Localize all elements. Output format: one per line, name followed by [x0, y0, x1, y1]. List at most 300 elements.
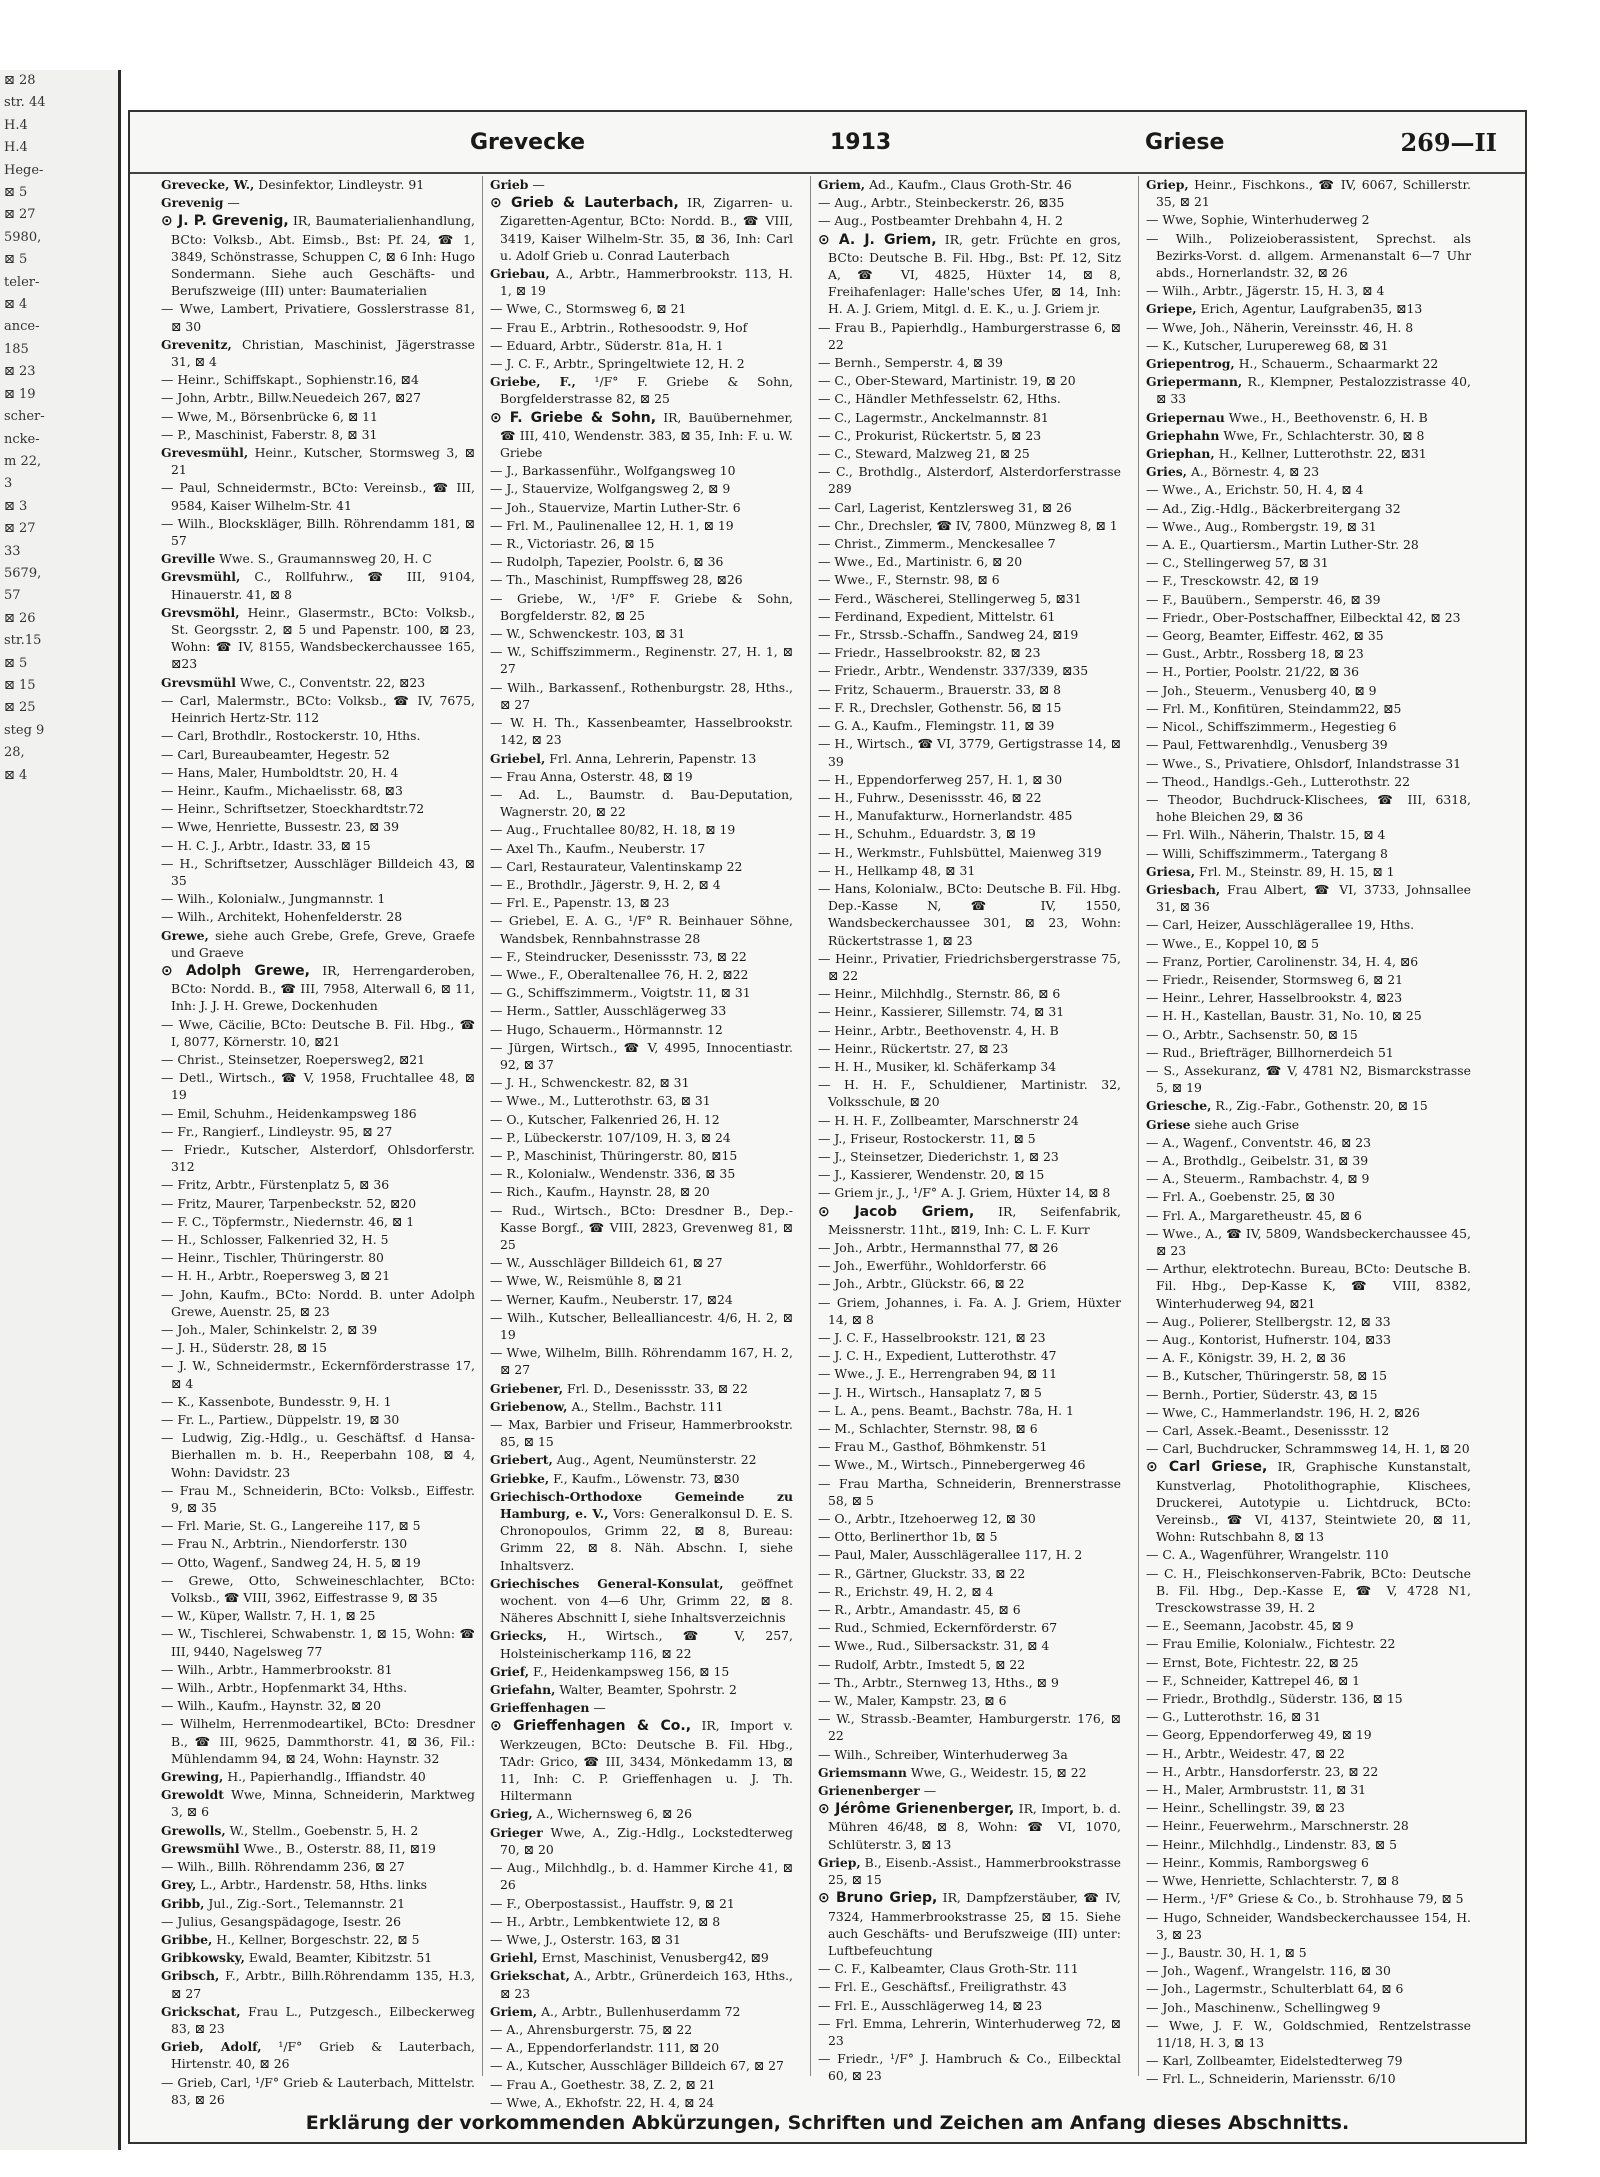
directory-entry [161, 1321, 475, 1338]
edge-fragment: H.4 [4, 117, 28, 133]
entry-details: — H. H., Musiker, kl. Schäferkamp 34 [818, 1058, 1057, 1074]
directory-entry [490, 1202, 793, 1254]
directory-entry [1146, 427, 1471, 444]
directory-entry [161, 1051, 475, 1068]
entry-details: — Grieb, Carl, ¹/F° Grieb & Lauterbach, Mittelstr. 83, ⊠ 26 [161, 2074, 475, 2107]
directory-entry [490, 1575, 793, 1627]
directory-entry [161, 336, 475, 370]
directory-entry [161, 1840, 475, 1857]
directory-entry [818, 571, 1121, 588]
directory-entry [161, 1786, 475, 1820]
entry-details: — John, Kaufm., BCto: Nordd. B. unter Adolph Grewe, Auenstr. 25, ⊠ 23 [161, 1286, 475, 1319]
directory-entry [490, 1291, 793, 1308]
entry-details: — R., Victoriastr. 26, ⊠ 15 [490, 536, 655, 552]
entry-details: — Axel Th., Kaufm., Neuberstr. 17 [490, 840, 706, 856]
entry-details: — Otto, Berlinerthor 1b, ⊠ 5 [818, 1529, 998, 1545]
entry-details: F., Kaufm., Löwenstr. 73, ⊠30 [553, 1470, 740, 1486]
entry-details: — Joh., Maler, Schinkelstr. 2, ⊠ 39 [161, 1322, 378, 1337]
directory-entry [490, 1824, 793, 1858]
directory-entry [161, 727, 475, 744]
entry-name: Grieg, [490, 1806, 533, 1822]
entry-details: R., Zig.-Fabr., Gothenstr. 20, ⊠ 15 [1215, 1098, 1428, 1114]
directory-entry [490, 409, 793, 462]
entry-details: — Wwe, Henriette, Schlachterstr. 7, ⊠ 8 [1146, 1873, 1400, 1889]
entry-details: — Heinr., Milchhdlg., Sternstr. 86, ⊠ 6 [818, 986, 1061, 1002]
directory-entry [818, 1475, 1121, 1509]
entry-details: — Heinr., Kassierer, Sillemstr. 74, ⊠ 31 [818, 1004, 1065, 1020]
directory-entry [490, 643, 793, 677]
entry-name: Griechisch-Orthodoxe Gemeinde zu Hamburg, e. V., [490, 1488, 793, 1522]
directory-entry [818, 1402, 1121, 1419]
directory-entry [818, 1674, 1121, 1691]
directory-entry [490, 912, 793, 946]
directory-entry [818, 1656, 1121, 1673]
directory-entry [490, 858, 793, 875]
directory-entry [161, 1949, 475, 1966]
directory-entry [1146, 554, 1471, 571]
directory-entry [818, 825, 1121, 842]
directory-entry [818, 1710, 1121, 1744]
entry-details: — J., Barkassenführ., Wolfgangsweg 10 [490, 463, 736, 479]
directory-entry [161, 515, 475, 549]
directory-entry [1146, 2070, 1471, 2087]
directory-entry [161, 444, 475, 478]
directory-entry [490, 1717, 793, 1804]
entry-details: — Christ., Steinsetzer, Roepersweg2, ⊠21 [161, 1051, 425, 1067]
entry-details: — Rud., Schmied, Eckernförderstr. 67 [818, 1620, 1058, 1636]
entry-details: — Carl, Restaurateur, Valentinskamp 22 [490, 858, 743, 874]
entry-details: — Wwe, Cäcilie, BCto: Deutsche B. Fil. Hbg., ☎ I, 8077, Körnerstr. 10, ⊠21 [161, 1016, 475, 1049]
entry-details: IR, Bauübernehmer, ☎ III, 410, Wendenstr. 383, ⊠ 35, Inh: F. u. W. Griebe [500, 409, 793, 461]
directory-entry [161, 604, 475, 673]
entry-details: — G. A., Kaufm., Flemingstr. 11, ⊠ 39 [818, 718, 1055, 734]
entry-details: — F., Oberpostassist., Hauffstr. 9, ⊠ 21 [490, 1895, 735, 1911]
entry-details: — J. C. F., Hasselbrookstr. 121, ⊠ 23 [818, 1330, 1046, 1345]
entry-details: — Wwe, Henriette, Bussestr. 23, ⊠ 39 [161, 819, 400, 835]
directory-entry [1146, 518, 1471, 535]
directory-entry [818, 1978, 1121, 1995]
column-2 [482, 176, 800, 2110]
entry-details: R., Klempner, Pestalozzistrasse 40, ⊠ 33 [1156, 374, 1471, 407]
directory-entry [161, 1141, 475, 1175]
entry-details: Vors: Generalkonsul D. E. S. Chronopoulos, Grimm 22, ⊠ 8, Bureau: Grimm 22, ⊠ 8. Näh. Abschn. I, siehe Inhaltsverz. [500, 1506, 793, 1573]
edge-fragment: ⊠ 19 [4, 386, 36, 402]
directory-entry [818, 1601, 1121, 1618]
entry-details: — Wilh., Kutscher, Bellealliancestr. 4/6, H. 2, ⊠ 19 [490, 1309, 793, 1342]
entry-details: — Aug., Fruchtallee 80/82, H. 18, ⊠ 19 [490, 822, 736, 838]
directory-entry [818, 717, 1121, 734]
entry-details: — Wilh., Arbtr., Hopfenmarkt 34, Hths. [161, 1680, 408, 1696]
directory-entry [818, 1619, 1121, 1636]
directory-entry [161, 1482, 475, 1516]
directory-entry [490, 1470, 793, 1487]
entry-details: Wwe., H., Beethovenstr. 6, H. B [1228, 409, 1428, 425]
entry-details: — Frau M., Schneiderin, BCto: Volksb., Eiffestr. 9, ⊠ 35 [161, 1482, 475, 1516]
directory-entry [1146, 1386, 1471, 1403]
directory-entry [161, 800, 475, 817]
directory-entry [818, 1997, 1121, 2014]
directory-entry [818, 699, 1121, 716]
column-3 [810, 176, 1128, 2084]
directory-entry [161, 1339, 475, 1356]
entry-details: — Carl, Heizer, Ausschlägerallee 19, Hths. [1146, 917, 1415, 933]
directory-entry [1146, 1026, 1471, 1043]
edge-fragment: ⊠ 27 [4, 207, 36, 223]
directory-entry [1146, 355, 1471, 372]
entry-details: — H. H. F., Zollbeamter, Marschnerstr 24 [818, 1112, 1079, 1128]
entry-details: — H., Eppendorferweg 257, H. 1, ⊠ 30 [818, 771, 1063, 787]
directory-entry [490, 1021, 793, 1038]
directory-entry [818, 1058, 1121, 1075]
entry-details: — F. C., Töpfermstr., Niedernstr. 46, ⊠ 1 [161, 1213, 415, 1229]
entry-details: — Wwe., M., Lutterothstr. 63, ⊠ 31 [490, 1093, 711, 1109]
entry-details: geöffnet wochent. von 4—6 Uhr, Grimm 22, ⊠ 8. Näheres Abschnitt I, siehe Inhaltsverzeichnis [500, 1575, 793, 1626]
entry-name: Griekschat, [490, 1968, 570, 1984]
entry-details: — M., Schlachter, Sternstr. 98, ⊠ 6 [818, 1421, 1038, 1437]
directory-entry [161, 1411, 475, 1428]
entry-name: Griem, [490, 2003, 538, 2019]
directory-entry [1146, 1708, 1471, 1725]
entry-details: — A., Wagenf., Conventstr. 46, ⊠ 23 [1146, 1134, 1372, 1150]
edge-fragment: H.4 [4, 140, 28, 156]
directory-entry [161, 782, 475, 799]
directory-entry [490, 480, 793, 497]
entry-details: ¹/F° F. Griebe & Sohn, Borgfelderstrasse 82, ⊠ 25 [500, 374, 793, 407]
entry-details: — H., Schuhm., Eduardstr. 3, ⊠ 19 [818, 826, 1036, 842]
directory-entry [161, 194, 475, 211]
directory-entry [1146, 1999, 1471, 2016]
directory-entry [490, 319, 793, 336]
entry-details: — Heinr., Lehrer, Hasselbrookstr. 4, ⊠23 [1146, 990, 1403, 1006]
directory-entry [818, 1420, 1121, 1437]
directory-entry [161, 674, 475, 691]
directory-entry [161, 1069, 475, 1103]
directory-entry [490, 1002, 793, 1019]
directory-entry [818, 735, 1121, 769]
directory-entry [161, 1715, 475, 1767]
entry-name: Grewoldt [161, 1787, 225, 1803]
directory-entry [818, 390, 1121, 407]
entry-name: Griebener, [490, 1380, 564, 1396]
edge-fragment: 3 [4, 476, 13, 492]
entry-details: — Joh., Steuerm., Venusberg 40, ⊠ 9 [1146, 682, 1377, 698]
directory-entry [818, 985, 1121, 1002]
directory-entry [818, 880, 1121, 949]
entry-details: — Chr., Drechsler, ☎ IV, 7800, Münzweg 8, ⊠ 1 [818, 517, 1118, 533]
entry-details: — Fritz, Arbtr., Fürstenplatz 5, ⊠ 36 [161, 1177, 390, 1193]
directory-entry [490, 2094, 793, 2111]
directory-entry [818, 517, 1121, 534]
entry-details: IR, Import, b. d. Mühren 46/48, ⊠ 8, Wohn: ☎ VI, 1070, Schlüterstr. 3, ⊠ 13 [828, 1801, 1121, 1852]
entry-details: — P., Lübeckerstr. 107/109, H. 3, ⊠ 24 [490, 1129, 731, 1145]
entry-details: — J. H., Schwenckestr. 82, ⊠ 31 [490, 1075, 690, 1091]
entry-details: — Frl. M., Paulinenallee 12, H. 1, ⊠ 19 [490, 517, 734, 533]
entry-name: Grevesmühl, [161, 445, 249, 461]
directory-entry [490, 1913, 793, 1930]
entry-details: H., Kellner, Borgeschstr. 22, ⊠ 5 [216, 1931, 420, 1947]
entry-details: H., Schauerm., Schaarmarkt 22 [1238, 356, 1439, 372]
directory-entry [818, 1746, 1121, 1763]
directory-entry [818, 445, 1121, 462]
entry-details: Ewald, Beamter, Kibitzstr. 51 [248, 1950, 433, 1966]
entry-details: — Friedr., Reisender, Stormsweg 6, ⊠ 21 [1146, 971, 1404, 987]
entry-details: F., Heidenkampsweg 156, ⊠ 15 [533, 1663, 730, 1679]
directory-entry [490, 535, 793, 552]
entry-details: Frl. M., Steinstr. 89, H. 15, ⊠ 1 [1198, 863, 1395, 879]
entry-details: — L. A., pens. Beamt., Bachstr. 78a, H. 1 [818, 1402, 1074, 1418]
directory-entry [1146, 682, 1471, 699]
entry-details: — Karl, Zollbeamter, Eidelstedterweg 79 [1146, 2053, 1403, 2069]
directory-entry [1146, 409, 1471, 426]
directory-entry [161, 1429, 475, 1481]
directory-entry [818, 1800, 1121, 1853]
entry-details: — Rud., Wirtsch., BCto: Dresdner B., Dep.-Kasse Borgf., ☎ VIII, 2823, Grevenweg 81, ⊠ 25 [490, 1202, 793, 1252]
entry-details: — Griebel, E. A. G., ¹/F° R. Beinhauer Söhne, Wandsbek, Rennbahnstrasse 28 [490, 913, 793, 946]
entry-details: — J., Baustr. 30, H. 1, ⊠ 5 [1146, 1944, 1307, 1960]
entry-details: — R., Gärtner, Gluckstr. 33, ⊠ 22 [818, 1565, 1026, 1581]
entry-name: Griep, [1146, 177, 1189, 192]
directory-entry [1146, 1763, 1471, 1780]
directory-entry [490, 1183, 793, 1200]
directory-entry [490, 1380, 793, 1397]
entry-details: — Heinr., Schriftsetzer, Stoeckhardtstr.72 [161, 801, 425, 817]
directory-entry [818, 1365, 1121, 1382]
entry-details: — Wwe., Aug., Rombergstr. 19, ⊠ 31 [1146, 518, 1377, 534]
directory-entry [1146, 1980, 1471, 1997]
entry-details: — Wilhelm, Herrenmodeartikel, BCto: Dresdner B., ☎ III, 9625, Dammthorstr. 41, ⊠ 36, Fil.: Mühlendamm 94, ⊠ 24, Wohn: Haynstr. 32 [161, 1716, 475, 1766]
entry-details: — R., Erichstr. 49, H. 2, ⊠ 4 [818, 1583, 994, 1599]
directory-entry [490, 1949, 793, 1966]
directory-entry [490, 1039, 793, 1073]
entry-details: IR, Dampfzerstäuber, ☎ IV, 7324, Hammerbrookstrasse 25, ⊠ 15. Siehe auch Geschäfts- und Berufszweige (III) unter: Luftbefeuchtung [828, 1890, 1121, 1958]
directory-entry [1146, 1404, 1471, 1421]
entry-details: — Wilh., Arbtr., Hammerbrookstr. 81 [161, 1661, 393, 1677]
directory-entry [490, 1074, 793, 1091]
directory-entry [490, 1805, 793, 1822]
entry-details: — Frl. E., Geschäftsf., Freiligrathstr. 43 [818, 1979, 1067, 1995]
entry-details: — Frau Anna, Osterstr. 48, ⊠ 19 [490, 768, 693, 784]
entry-details: — Wwe, C., Hammerlandstr. 196, H. 2, ⊠26 [1146, 1404, 1420, 1420]
entry-details: — Paul, Schneidermstr., BCto: Vereinsb., ☎ III, 9584, Kaiser Wilhelm-Str. 41 [161, 480, 475, 513]
edge-fragment: 28, [4, 745, 25, 761]
entry-details: — [532, 177, 545, 192]
entry-details: — C., Brothdlg., Alsterdorf, Alsterdorferstrasse 289 [818, 464, 1121, 497]
entry-details: — Joh., Ewerführ., Wohldorferstr. 66 [818, 1258, 1047, 1274]
directory-entry [490, 840, 793, 857]
entry-details: — F., Steindrucker, Desenissstr. 73, ⊠ 22 [490, 948, 747, 964]
directory-entry [1146, 1654, 1471, 1671]
entry-details: — Herm., ¹/F° Griese & Co., b. Strohhause 79, ⊠ 5 [1146, 1891, 1464, 1907]
entry-name: Griephan, [1146, 446, 1215, 462]
directory-entry [818, 1510, 1121, 1527]
directory-entry [161, 855, 475, 889]
directory-entry [161, 1267, 475, 1284]
entry-details: H., Kellner, Lutterothstr. 22, ⊠31 [1218, 446, 1427, 462]
entry-details: — Friedr., Ober-Postschaffner, Eilbecktal 42, ⊠ 23 [1146, 609, 1461, 625]
directory-entry [818, 1112, 1121, 1129]
directory-entry [490, 553, 793, 570]
directory-entry [1146, 1726, 1471, 1743]
directory-entry [1146, 826, 1471, 843]
edge-fragment: scher- [4, 409, 45, 425]
entry-details: — Theodor, Buchdruck-Klischees, ☎ III, 6318, hohe Bleichen 29, ⊠ 36 [1146, 791, 1471, 825]
directory-entry [1146, 1909, 1471, 1943]
entry-name: Griebe, F., [490, 374, 576, 390]
entry-details: — Wwe, M., Börsenbrücke 6, ⊠ 11 [161, 408, 378, 424]
entry-details: — W., Küper, Wallstr. 7, H. 1, ⊠ 25 [161, 1608, 376, 1624]
entry-details: — Max, Barbier und Friseur, Hammerbrookstr. 85, ⊠ 15 [490, 1417, 793, 1450]
directory-entry [161, 1393, 475, 1410]
directory-entry [161, 764, 475, 781]
directory-entry [490, 1398, 793, 1415]
entry-details: — K., Kutscher, Lurupereweg 68, ⊠ 31 [1146, 337, 1389, 353]
entry-name: Griebau, [490, 266, 550, 282]
entry-details: Wwe, Minna, Schneiderin, Marktweg 3, ⊠ 6 [171, 1787, 475, 1820]
column-1 [154, 176, 482, 2107]
entry-details: — Ad. L., Baumstr. d. Bau-Deputation, Wagnerstr. 20, ⊠ 22 [490, 786, 793, 820]
entry-details: Frl. D., Desenissstr. 33, ⊠ 22 [567, 1380, 748, 1396]
entry-details: — Frl. E., Ausschlägerweg 14, ⊠ 23 [818, 1997, 1043, 2013]
directory-entry [490, 1663, 793, 1680]
entry-details: — J. H., Wirtsch., Hansaplatz 7, ⊠ 5 [818, 1384, 1042, 1400]
directory-entry [1146, 176, 1471, 210]
directory-entry [161, 692, 475, 726]
directory-entry [161, 1517, 475, 1534]
entry-details: — Wilh., Arbtr., Jägerstr. 15, H. 3, ⊠ 4 [1146, 283, 1385, 299]
entry-details: — H., Werkmstr., Fuhlsbüttel, Maienweg 319 [818, 844, 1102, 860]
entry-name: Griebert, [490, 1452, 553, 1468]
directory-entry [161, 1858, 475, 1875]
entry-name: Gribb, [161, 1895, 205, 1911]
entry-details: — Hugo, Schneider, Wandsbeckerchaussee 154, H. 3, ⊠ 23 [1146, 1909, 1471, 1942]
entry-details: Aug., Agent, Neumünsterstr. 22 [556, 1452, 757, 1468]
directory-entry [161, 300, 475, 334]
entry-details: — Wwe, Sophie, Winterhuderweg 2 [1146, 212, 1370, 228]
entry-name: Grewing, [161, 1769, 224, 1785]
entry-details: B., Eisenb.-Assist., Hammerbrookstrasse 25, ⊠ 15 [828, 1854, 1122, 1888]
entry-details: A., Arbtr., Hammerbrookstr. 113, H. 1, ⊠ 19 [500, 266, 793, 299]
directory-entry [490, 1681, 793, 1698]
entry-details: — Fr., Strssb.-Schaffn., Sandweg 24, ⊠19 [818, 627, 1079, 643]
entry-details: — Frau N., Arbtrin., Niendorferstr. 130 [161, 1536, 408, 1552]
entry-details: — Frl. A., Margaretheustr. 45, ⊠ 6 [1146, 1207, 1362, 1223]
directory-entry [1146, 1007, 1471, 1024]
directory-entry [161, 550, 475, 567]
entry-details: — A., Ahrensburgerstr. 75, ⊠ 22 [490, 2021, 693, 2037]
directory-entry [1146, 445, 1471, 462]
entry-details: — Herm., Sattler, Ausschlägerweg 33 [490, 1003, 727, 1019]
entry-details: Frl. Anna, Lehrerin, Papenstr. 13 [549, 750, 757, 766]
entry-details: — R., Kolonialw., Wendenstr. 336, ⊠ 35 [490, 1166, 736, 1182]
edge-fragment: ⊠ 15 [4, 677, 36, 693]
entry-details: — Wwe, C., Stormsweg 6, ⊠ 21 [490, 301, 687, 317]
directory-entry [818, 844, 1121, 861]
directory-entry [818, 1022, 1121, 1039]
entry-details: — C. H., Fleischkonserven-Fabrik, BCto: Deutsche B. Fil. Hbg., Dep.-Kasse E, ☎ V, 4728 N1, Tresckowstrasse 39, H. 2 [1146, 1565, 1471, 1616]
entry-details: — P., Maschinist, Thüringerstr. 80, ⊠15 [490, 1147, 738, 1163]
directory-entry [818, 212, 1121, 229]
entry-details: — Rich., Kaufm., Haynstr. 28, ⊠ 20 [490, 1184, 710, 1200]
header-first-name: Grevecke [470, 130, 586, 155]
directory-entry [1146, 1422, 1471, 1439]
entry-details: — F., Bauübern., Semperstr. 46, ⊠ 39 [1146, 591, 1381, 607]
directory-entry [490, 176, 793, 193]
directory-entry [1146, 1458, 1471, 1545]
entry-details: IR, Baumaterialienhandlung, BCto: Volksb., Abt. Eimsb., Bst: Pf. 24, ☎ 1, 3849, Schönstrasse, Schuppen C, ⊠ 6 Inh: Hugo Sondermann. Siehe auch Geschäfts- und Berufszweige (III) unter: Baumaterialien [171, 213, 475, 299]
entry-details: — A., Steuerm., Rambachstr. 4, ⊠ 9 [1146, 1171, 1370, 1187]
entry-details: — J. W., Schneidermstr., Eckernförderstrasse 17, ⊠ 4 [161, 1358, 475, 1391]
directory-entry [1146, 337, 1471, 354]
directory-entry [818, 862, 1121, 879]
entry-details: — Frl. A., Goebenstr. 25, ⊠ 30 [1146, 1189, 1335, 1205]
directory-entry [1146, 935, 1471, 952]
edge-fragment: str. 44 [4, 95, 46, 111]
directory-entry [1146, 2017, 1471, 2051]
directory-entry [161, 1679, 475, 1696]
entry-details: IR, Zigarren- u. Zigaretten-Agentur, BCto: Nordd. B., ☎ VIII, 3419, Kaiser Wilhelm-Str. 35, ⊠ 36, Inh: Carl u. Adolf Grieb u. Conrad Lauterbach [500, 195, 793, 263]
entry-details: — R., Arbtr., Amandastr. 45, ⊠ 6 [818, 1602, 1021, 1618]
directory-entry [818, 1456, 1121, 1473]
entry-details: — Wwe., F., Sternstr. 98, ⊠ 6 [818, 572, 1000, 588]
entry-details: — Joh., Stauervize, Martin Luther-Str. 6 [490, 499, 741, 515]
entry-details: Heinr., Kutscher, Stormsweg 3, ⊠ 21 [171, 445, 475, 478]
entry-details: — Christ., Zimmerm., Menckesallee 7 [818, 536, 1056, 552]
entry-details: Erich, Agentur, Laufgraben35, ⊠13 [1200, 301, 1423, 317]
entry-name: Griecks, [490, 1628, 548, 1644]
entry-details: siehe auch Grise [1194, 1116, 1300, 1132]
directory-entry [818, 1076, 1121, 1110]
edge-fragment: ance- [4, 319, 40, 335]
entry-details: Wwe, A., Zig.-Hdlg., Lockstedterweg 70, ⊠ 20 [500, 1824, 793, 1857]
entry-details: — Franz, Portier, Carolinenstr. 34, H. 4, ⊠6 [1146, 953, 1419, 969]
entry-details: Wwe, G., Weidestr. 15, ⊠ 22 [910, 1764, 1087, 1780]
entry-details: — H. C. J., Arbtr., Idastr. 33, ⊠ 15 [161, 837, 371, 853]
entry-name: ⊙ Bruno Griep, [818, 1890, 938, 1907]
directory-entry [1146, 572, 1471, 589]
entry-details: — O., Arbtr., Itzehoerweg 12, ⊠ 30 [818, 1511, 1036, 1527]
entry-name: Grienenberger [818, 1783, 920, 1799]
edge-fragment: ⊠ 3 [4, 498, 28, 514]
entry-details: — Fr. L., Partiew., Düppelstr. 19, ⊠ 30 [161, 1412, 400, 1428]
directory-entry [1146, 2052, 1471, 2069]
directory-entry [490, 1416, 793, 1450]
directory-entry [1146, 481, 1471, 498]
edge-fragment: ⊠ 5 [4, 655, 28, 671]
directory-entry [161, 1876, 475, 1893]
directory-entry [818, 1384, 1121, 1401]
entry-details: — Wilh., Architekt, Hohenfelderstr. 28 [161, 909, 403, 925]
directory-entry [161, 176, 475, 193]
entry-details: — Frau Martha, Schneiderin, Brennerstrasse 58, ⊠ 5 [818, 1475, 1121, 1508]
directory-entry [1146, 1836, 1471, 1853]
directory-entry [161, 1697, 475, 1714]
entry-details: — Heinr., Kommis, Ramborgsweg 6 [1146, 1854, 1369, 1870]
entry-details: — Arthur, elektrotechn. Bureau, BCto: Deutsche B. Fil. Hbg., Dep-Kasse K, ☎ VIII, 8382, Winterhuderweg 94, ⊠21 [1146, 1261, 1471, 1311]
directory-entry [1146, 211, 1471, 228]
directory-entry [161, 1967, 475, 2001]
entry-details: Heinr., Fischkons., ☎ IV, 6067, Schillerstr. 35, ⊠ 21 [1156, 177, 1471, 210]
page-header [130, 112, 1525, 174]
directory-entry [818, 499, 1121, 516]
entry-details: — Joh., Lagermstr., Schulterblatt 64, ⊠ 6 [1146, 1981, 1404, 1997]
directory-entry [1146, 1170, 1471, 1187]
page-number: 269—II [1400, 128, 1497, 157]
entry-name: Griefahn, [490, 1682, 556, 1698]
directory-entry [1146, 591, 1471, 608]
entry-name: Gries, [1146, 464, 1187, 480]
entry-details: — C., Steward, Malzweg 21, ⊠ 25 [818, 446, 1030, 462]
directory-entry [161, 1913, 475, 1930]
